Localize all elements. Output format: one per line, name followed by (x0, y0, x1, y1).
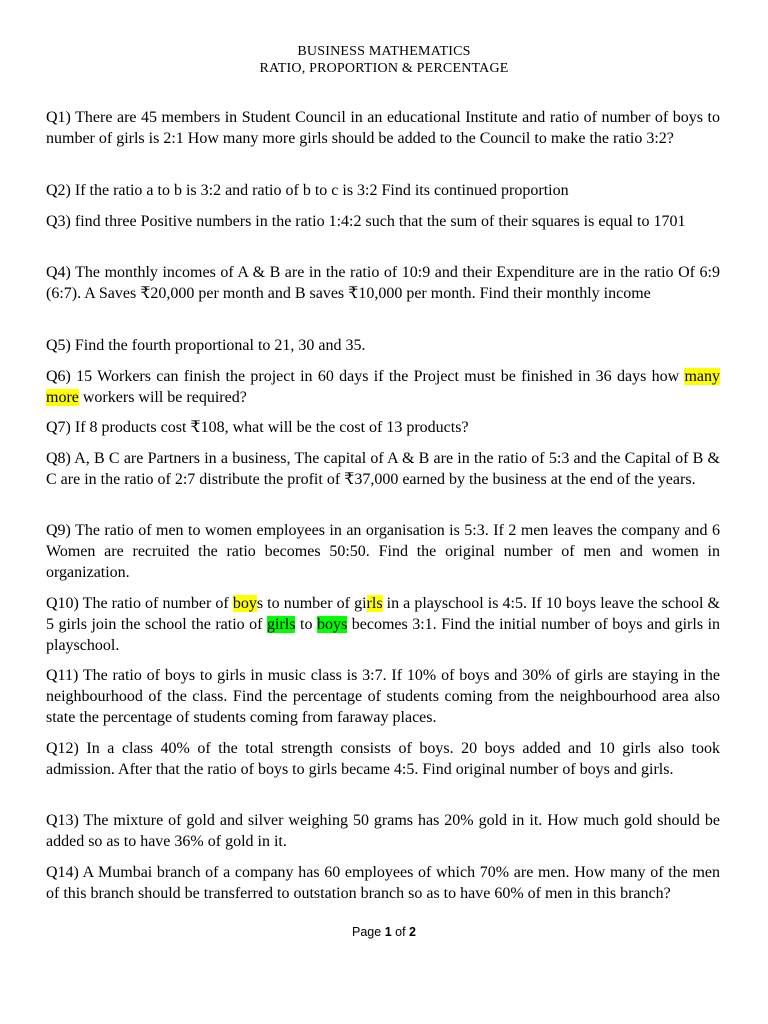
question-4: Q4) The monthly incomes of A & B are in the ratio of 10:9 and their Expenditure are in the ratio Of 6:9 (6:7). A Saves ₹20,000 per month and B saves ₹10,000 per month. Find their monthly income (46, 264, 720, 302)
question-14: Q14) A Mumbai branch of a company has 60 employees of which 70% are men. How many of the men of this branch should be transferred to outstation branch so as to have 60% of men in this branch? (46, 864, 720, 902)
question-9: Q9) The ratio of men to women employees in an organisation is 5:3. If 2 men leaves the company and 6 Women are recruited the ratio becomes 50:50. Find the original number of men and women in organization. (46, 522, 720, 581)
page-footer (0, 925, 768, 939)
question-10-text-e: in a playschool is 4:5. If 10 boys leave the school & 5 girls join the school the ratio of (46, 595, 720, 633)
question-6-text-a: Q6) 15 Workers can finish the project in 60 days if the Project must be finished in 36 days how (46, 368, 685, 385)
question-10-text-i: becomes 3:1. Find the initial number of boys and girls in playschool. (46, 616, 721, 654)
question-11: Q11) The ratio of boys to girls in music class is 3:7. If 10% of boys and 30% of girls are staying in the neighbourhood of the class. Find the percentage of students coming from the neighbourhood area also state the percentage of students coming from faraway places. (46, 667, 720, 726)
page-word: Page (352, 925, 385, 939)
document-title: BUSINESS MATHEMATICS (297, 44, 471, 59)
question-12: Q12) In a class 40% of the total strength consists of boys. 20 boys added and 10 girls also took admission. After that the ratio of boys to girls became 4:5. Find original number of boys and girls. (46, 740, 720, 778)
question-1: Q1) There are 45 members in Student Council in an educational Institute and ratio of number of boys to number of girls is 2:1 How many more girls should be added to the Council to make the ratio 3:2? (46, 109, 720, 147)
question-5: Q5) Find the fourth proportional to 21, 30 and 35. (46, 337, 366, 354)
page-number: 1 (384, 925, 392, 939)
question-13: Q13) The mixture of gold and silver weighing 50 grams has 20% gold in it. How much gold should be added so as to have 36% of gold in it. (46, 812, 720, 850)
question-2: Q2) If the ratio a to b is 3:2 and ratio of b to c is 3:2 Find its continued proportion (46, 182, 569, 199)
question-10-text-a: Q10) The ratio of number of (46, 595, 233, 612)
question-7: Q7) If 8 products cost ₹108, what will be the cost of 13 products? (46, 419, 469, 436)
question-6-text-c: workers will be required? (78, 389, 247, 406)
highlight-many-more: many more (46, 368, 720, 406)
question-10-text-g: to (295, 616, 317, 633)
page-total: 2 (409, 925, 416, 939)
document-subtitle: RATIO, PROPORTION & PERCENTAGE (259, 61, 509, 76)
of-word: of (391, 925, 410, 939)
question-3: Q3) find three Positive numbers in the ratio 1:4:2 such that the sum of their squares is equal to 1701 (46, 213, 686, 230)
question-10-text-c: s to number of gi (256, 595, 367, 612)
highlight-boy: boy (232, 595, 257, 612)
question-10 (46, 593, 720, 656)
question-6 (46, 366, 720, 408)
highlight-girls: girls (267, 616, 296, 633)
highlight-rls: rls (366, 595, 383, 612)
highlight-boys: boys (316, 616, 348, 633)
question-8: Q8) A, B C are Partners in a business, The capital of A & B are in the ratio of 5:3 and the Capital of B & C are in the ratio of 2:7 distribute the profit of ₹37,000 earned by the business at the end of the years. (46, 450, 720, 488)
